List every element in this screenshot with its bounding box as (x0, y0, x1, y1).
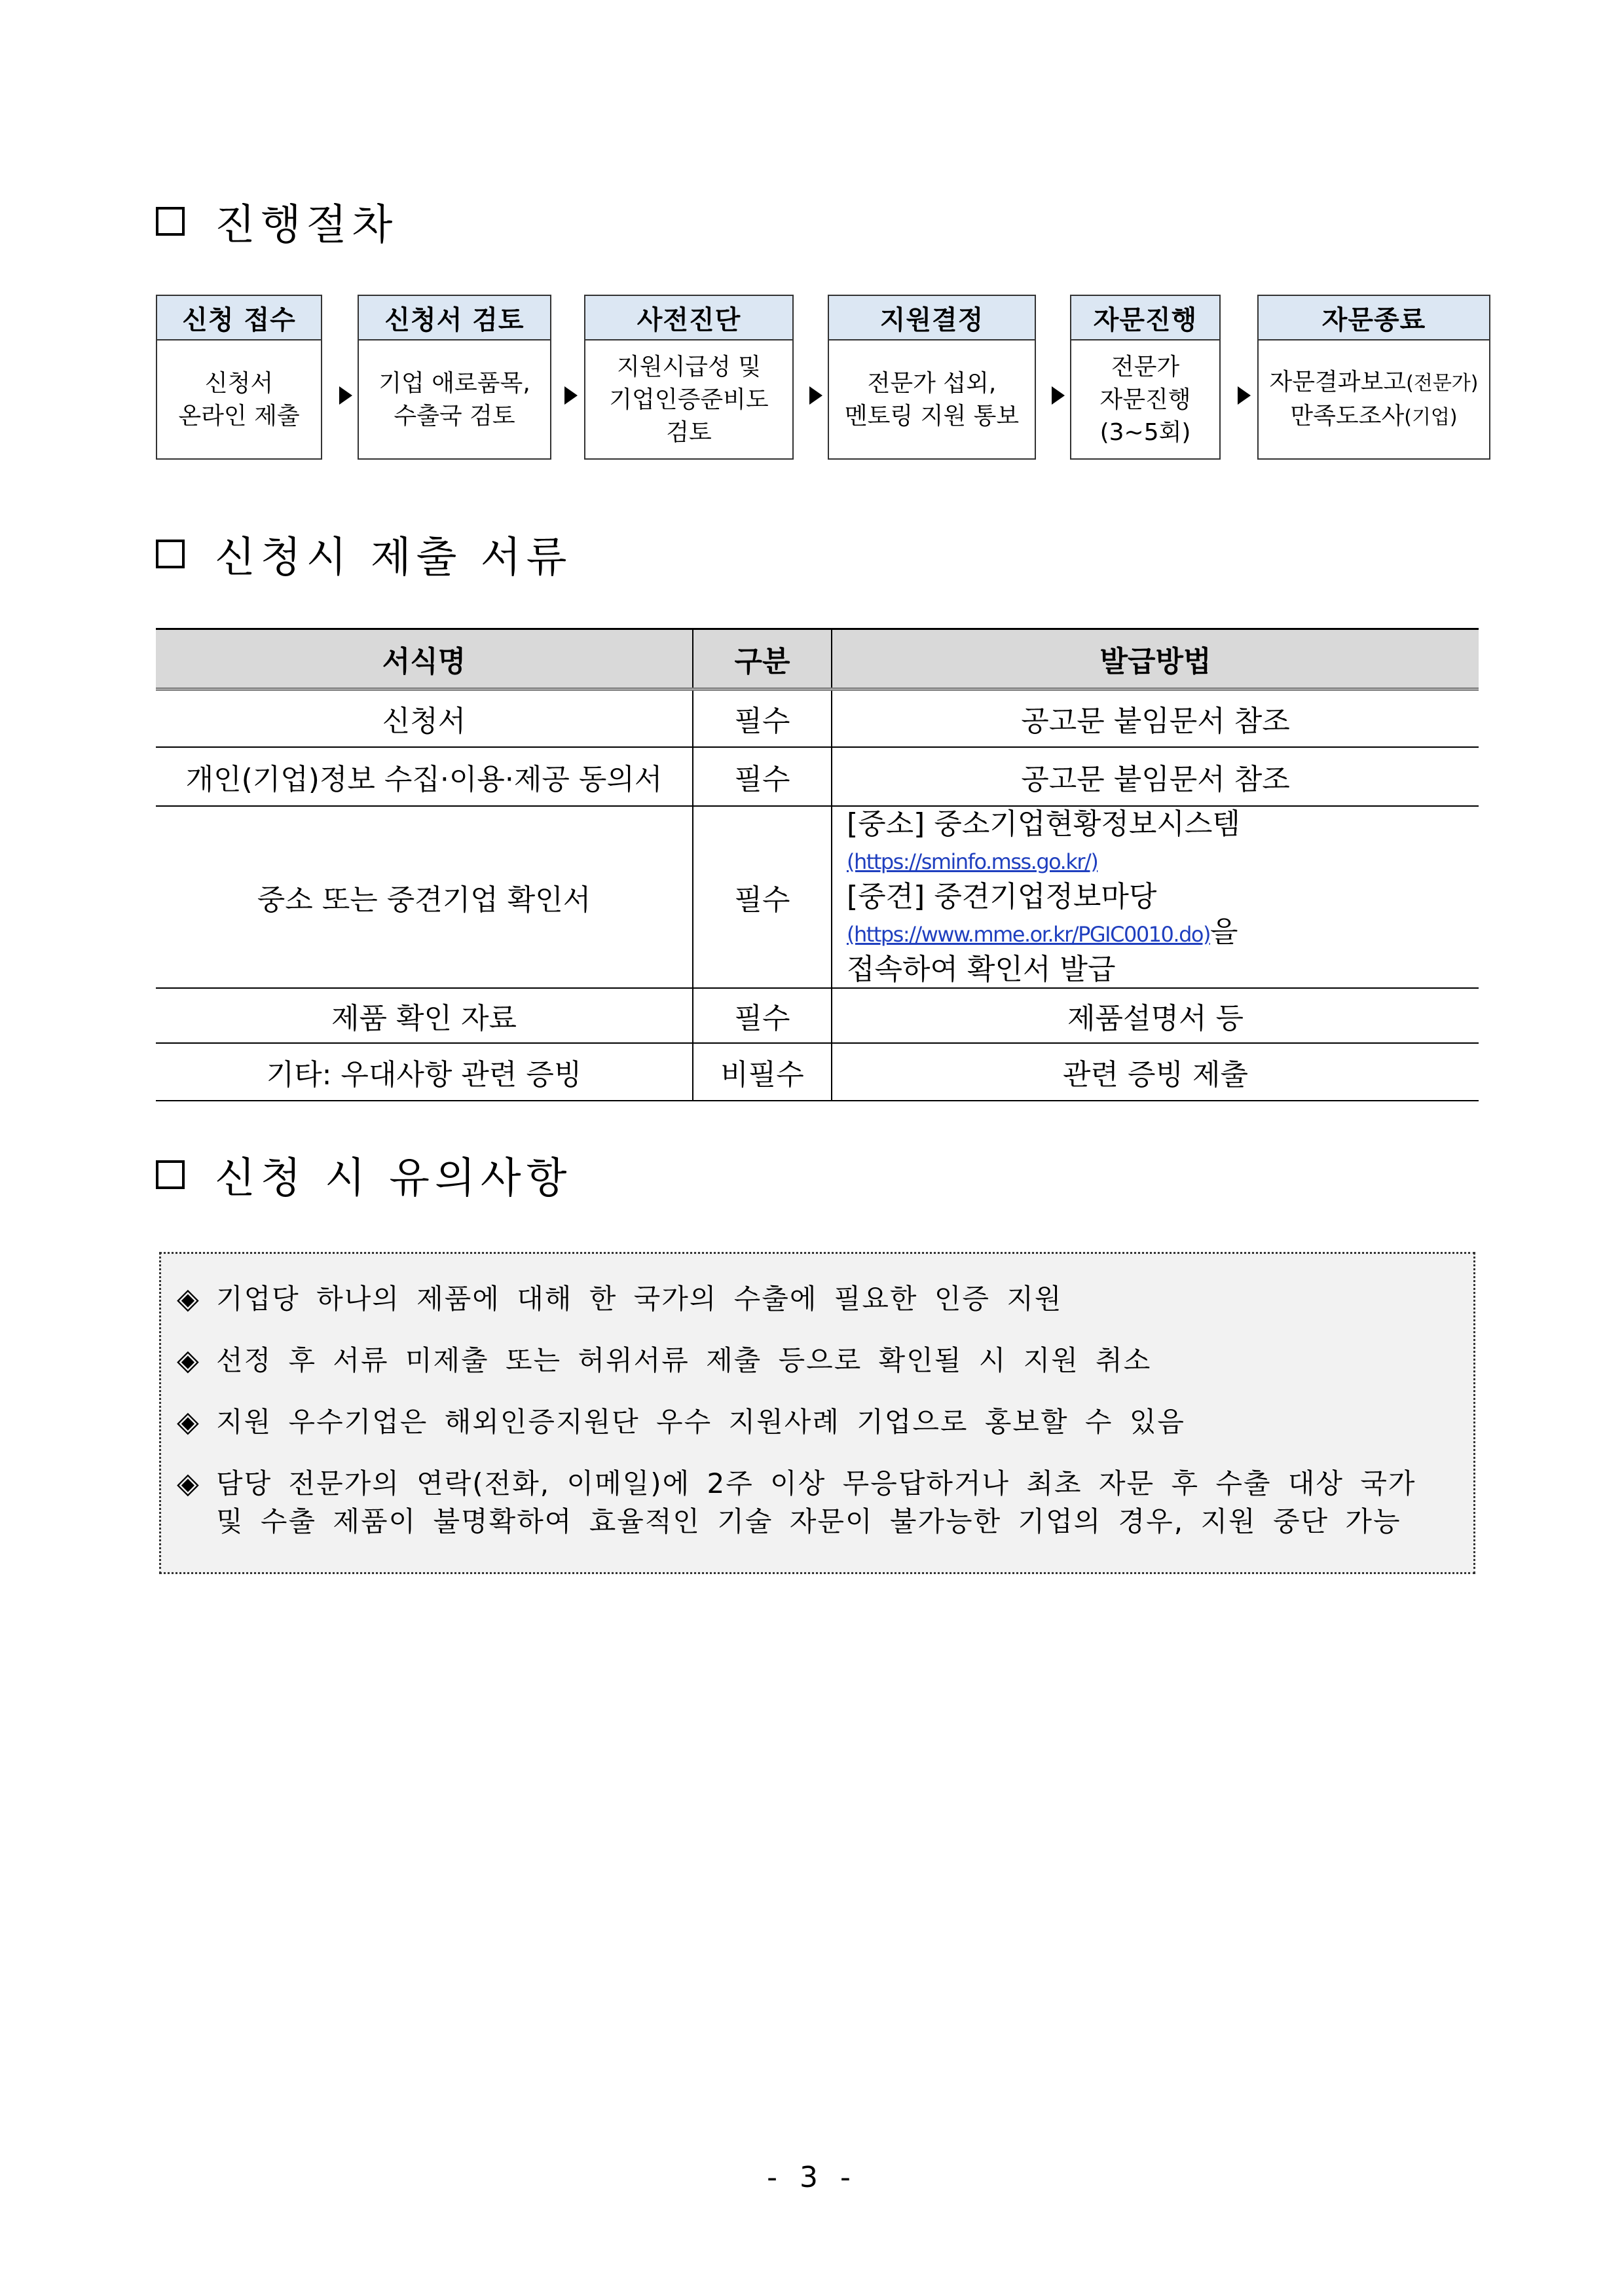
step-line: 전문가 섭외, (867, 369, 997, 397)
table-row (156, 1043, 1479, 1101)
step-line: 멘토링 지원 통보 (844, 402, 1020, 430)
step-line-note: (기업) (1404, 405, 1458, 429)
step-line: 신청서 (204, 369, 274, 397)
notes-box (159, 1252, 1475, 1574)
documents-section-title (156, 524, 572, 584)
form-name-cell: 제품 확인 자료 (156, 988, 693, 1043)
step-description (359, 340, 550, 459)
step-line: 기업 애로품목, (378, 369, 530, 397)
method-line (847, 807, 1479, 879)
sminfo-link[interactable]: (https://sminfo.mss.go.kr/) (847, 849, 1098, 874)
arrow-right-icon (1052, 386, 1065, 405)
step-title: 자문진행 (1071, 296, 1219, 340)
form-name-cell: 기타: 우대사항 관련 증빙 (156, 1043, 693, 1101)
step-description (1259, 340, 1489, 459)
notes-section-title (156, 1145, 572, 1205)
arrow-right-icon (339, 386, 352, 405)
checkbox-icon (156, 1160, 185, 1189)
type-cell: 비필수 (693, 1043, 832, 1101)
step-line (1269, 366, 1478, 400)
note-text: 기업당 하나의 제품에 대해 한 국가의 수출에 필요한 인증 지원 (216, 1283, 1063, 1315)
step-line: 전문가 (1111, 353, 1180, 380)
table-row (156, 747, 1479, 806)
documents-title-text: 신청시 제출 서류 (215, 534, 572, 582)
diamond-bullet-icon: ◈ (177, 1282, 200, 1315)
note-text: 선정 후 서류 미제출 또는 허위서류 제출 등으로 확인될 시 지원 취소 (216, 1344, 1152, 1376)
method-line (847, 879, 1479, 952)
step-line: 기업인증준비도 (609, 386, 769, 413)
form-name-cell: 중소 또는 중견기업 확인서 (156, 806, 693, 988)
arrow-right-icon (809, 386, 822, 405)
column-header-form-name: 서식명 (156, 629, 693, 689)
column-header-type: 구분 (693, 629, 832, 689)
note-item (177, 1465, 1459, 1541)
step-pre-diagnosis (584, 295, 794, 460)
arrow-right-icon (564, 386, 578, 405)
step-application-receipt (156, 295, 322, 460)
step-consulting-end (1257, 295, 1490, 460)
step-description (829, 340, 1035, 459)
checkbox-icon (156, 540, 185, 568)
type-cell: 필수 (693, 806, 832, 988)
step-line: 검토 (666, 418, 712, 446)
step-line: 수출국 검토 (394, 402, 515, 430)
table-header-row (156, 629, 1479, 689)
step-support-decision (828, 295, 1036, 460)
column-header-method: 발급방법 (832, 629, 1479, 689)
step-line-note: (전문가) (1406, 371, 1479, 395)
step-line: 자문진행 (1099, 386, 1191, 413)
procedure-section-title (156, 191, 397, 251)
step-description (1071, 340, 1219, 459)
method-cell: 공고문 붙임문서 참조 (832, 689, 1479, 747)
table-row (156, 806, 1479, 988)
notes-title-text: 신청 시 유의사항 (215, 1154, 572, 1203)
step-line: (3~5회) (1099, 418, 1191, 446)
procedure-title-text: 진행절차 (215, 201, 398, 249)
step-title: 자문종료 (1259, 296, 1489, 340)
method-cell (832, 806, 1479, 988)
step-line-main: 만족도조사 (1290, 402, 1405, 430)
note-item (177, 1403, 1459, 1441)
method-line-text: [중소] 중소기업현황정보시스템 (847, 807, 1240, 841)
arrow-right-icon (1238, 386, 1251, 405)
note-text: 지원 우수기업은 해외인증지원단 우수 지원사례 기업으로 홍보할 수 있음 (216, 1406, 1185, 1438)
step-application-review (358, 295, 551, 460)
step-consulting (1070, 295, 1221, 460)
diamond-bullet-icon: ◈ (177, 1405, 200, 1439)
method-line-text: 을 (1209, 915, 1238, 949)
step-line: 온라인 제출 (178, 402, 300, 430)
step-description (157, 340, 321, 459)
method-cell: 공고문 붙임문서 참조 (832, 747, 1479, 806)
type-cell: 필수 (693, 747, 832, 806)
step-line-main: 자문결과보고 (1269, 368, 1407, 395)
type-cell: 필수 (693, 689, 832, 747)
note-item (177, 1280, 1459, 1318)
step-description (585, 340, 792, 459)
note-item (177, 1342, 1459, 1380)
table-row (156, 689, 1479, 747)
page-number: - 3 - (767, 2161, 857, 2194)
documents-table (156, 628, 1479, 1101)
diamond-bullet-icon: ◈ (177, 1467, 200, 1500)
step-title: 신청 접수 (157, 296, 321, 340)
diamond-bullet-icon: ◈ (177, 1344, 200, 1377)
step-line (1290, 400, 1457, 434)
step-title: 지원결정 (829, 296, 1035, 340)
method-cell: 관련 증빙 제출 (832, 1043, 1479, 1101)
type-cell: 필수 (693, 988, 832, 1043)
checkbox-icon (156, 207, 185, 236)
mme-link[interactable]: (https://www.mme.or.kr/PGIC0010.do) (847, 921, 1210, 947)
table-row (156, 988, 1479, 1043)
method-line-text: [중견] 중견기업정보마당 (847, 879, 1157, 913)
step-title: 사전진단 (585, 296, 792, 340)
step-line: 지원시급성 및 (616, 353, 762, 380)
form-name-cell: 개인(기업)정보 수집·이용·제공 동의서 (156, 747, 693, 806)
method-line: 접속하여 확인서 발급 (847, 952, 1116, 986)
step-title: 신청서 검토 (359, 296, 550, 340)
method-cell: 제품설명서 등 (832, 988, 1479, 1043)
note-text: 담당 전문가의 연락(전화, 이메일)에 2주 이상 무응답하거나 최초 자문 후 수출 대상 국가 및 수출 제품이 불명확하여 효율적인 기술 자문이 불가능한 기업의 경우, 지원 중단 가능 (216, 1467, 1416, 1537)
form-name-cell: 신청서 (156, 689, 693, 747)
